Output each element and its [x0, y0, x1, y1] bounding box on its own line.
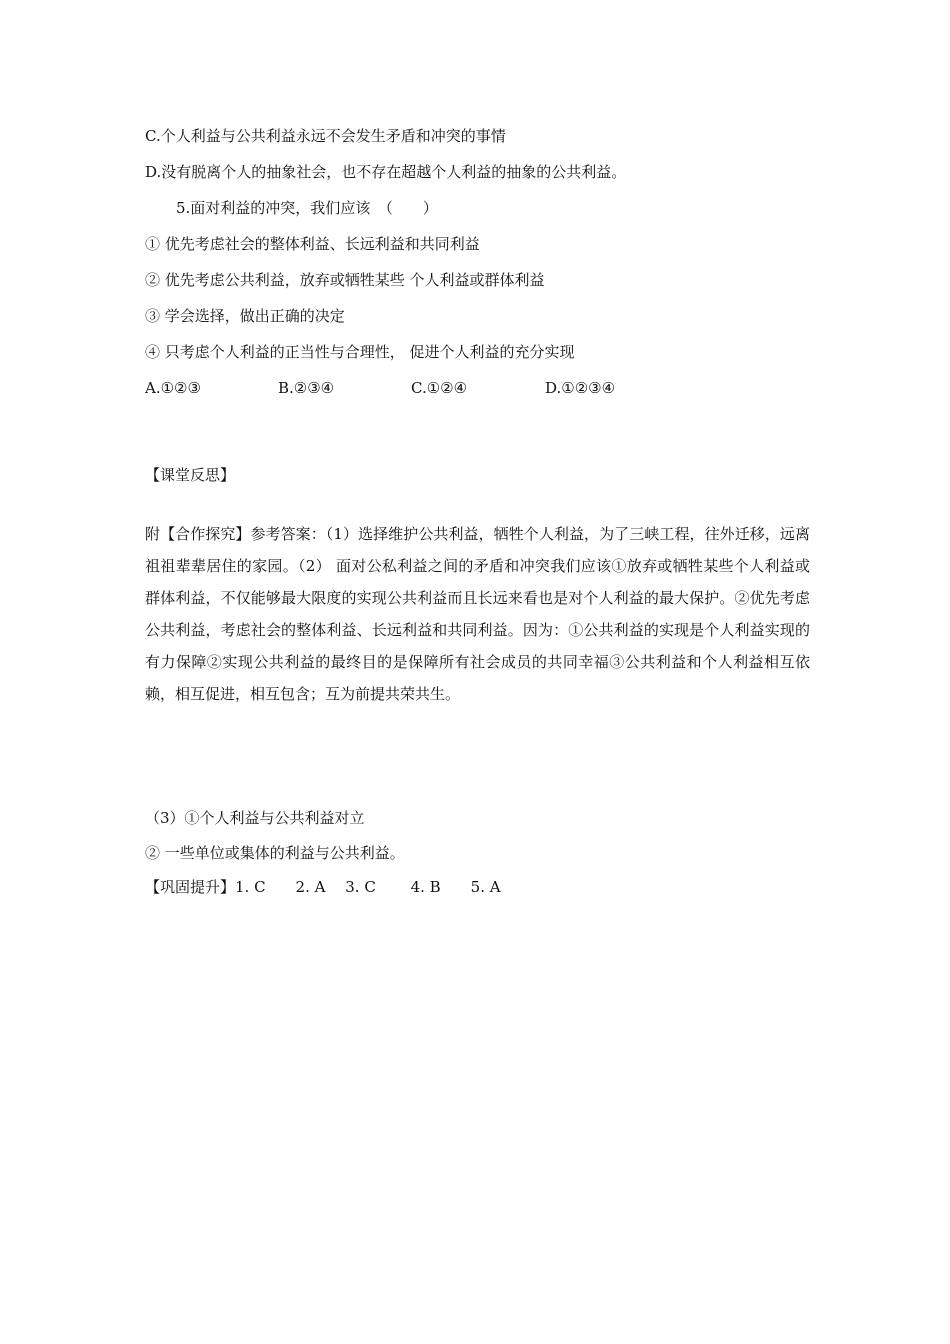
option-d: D.没有脱离个人的抽象社会，也不存在超越个人利益的抽象的公共利益。 — [145, 163, 627, 181]
option-c: C.个人利益与公共利益永远不会发生矛盾和冲突的事情 — [145, 127, 506, 145]
statement-1: ① 优先考虑社会的整体利益、长远利益和共同利益 — [145, 235, 480, 253]
option-c-choice: C.①②④ — [411, 379, 468, 397]
statement-3: ③ 学会选择，做出正确的决定 — [145, 307, 345, 325]
option-a: A.①②③ — [145, 379, 201, 397]
answer-options — [145, 378, 665, 398]
answer-item-3a: （3）①个人利益与公共利益对立 — [145, 809, 365, 827]
statement-2: ② 优先考虑公共利益，放弃或牺牲某些 个人利益或群体利益 — [145, 271, 545, 289]
question-5-stem: 5.面对利益的冲突，我们应该 （ ） — [176, 199, 438, 217]
answer-item-3b: ② 一些单位或集体的利益与公共利益。 — [145, 844, 405, 862]
option-b: B.②③④ — [278, 379, 335, 397]
cooperation-answer-paragraph: 附【合作探究】参考答案：（1）选择维护公共利益，牺牲个人利益，为了三峡工程，往外迁移，远离祖祖辈辈居住的家园。（2） 面对公私利益之间的矛盾和冲突我们应该①放弃或牺牲某些个人利益或群体利益，不仅能够最大限度的实现公共利益而且长远来看也是对个人利益的最大保护。②优先考虑公共利益，考虑社会的整体利益、长远利益和共同利益。因为：①公共利益的实现是个人利益实现的有力保障②实现公共利益的最终目的是保障所有社会成员的共同幸福③公共利益和个人利益相互依赖，相互促进，相互包含；互为前提共荣共生。 — [145, 525, 810, 703]
reflection-heading: 【课堂反思】 — [145, 466, 236, 484]
option-d-choice: D.①②③④ — [545, 379, 616, 397]
statement-4: ④ 只考虑个人利益的正当性与合理性， 促进个人利益的充分实现 — [145, 343, 575, 361]
consolidation-answers: 【巩固提升】1. C 2. A 3. C 4. B 5. A — [145, 878, 501, 896]
